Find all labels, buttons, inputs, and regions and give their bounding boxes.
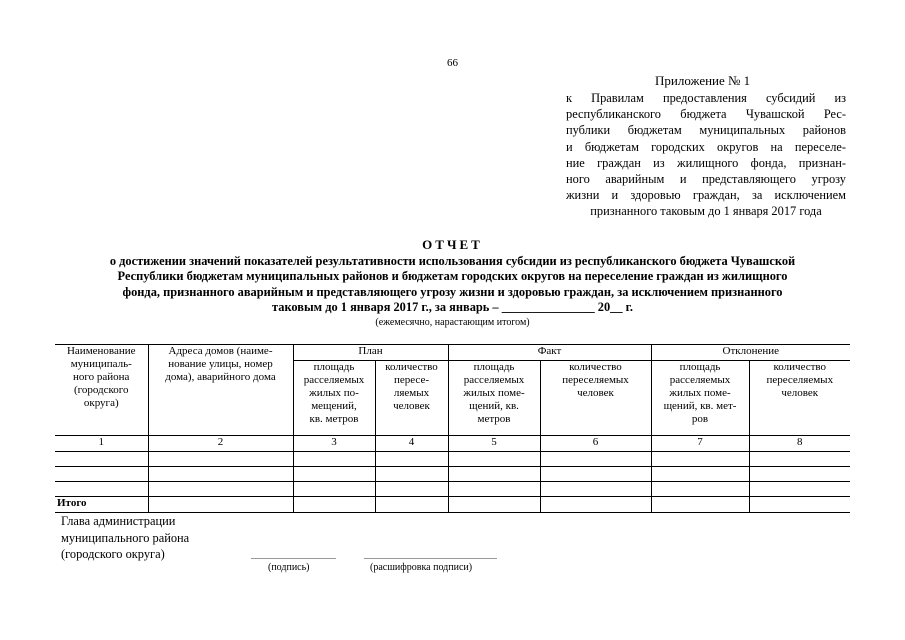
header-plan-area: площадь расселяемых жилых по- мещений, кв. метров <box>293 361 375 436</box>
appendix-text <box>566 90 846 220</box>
header-plan-count: количество пересе- ляемых человек <box>375 361 448 436</box>
table-cell <box>448 452 540 467</box>
appendix-title: Приложение № 1 <box>655 73 751 88</box>
report-subtitle-line: таковым до 1 января 2017 г., за январь – _______________ 20__ г. <box>272 300 633 315</box>
table-cell <box>375 497 448 513</box>
table-cell <box>375 482 448 497</box>
report-title: ОТЧЕТ <box>422 237 483 252</box>
table-cell <box>749 497 850 513</box>
header-fact: Факт <box>448 345 651 361</box>
table-cell <box>540 497 651 513</box>
signature-line: Глава администрации <box>61 514 176 528</box>
header-fact-area: площадь расселяемых жилых поме- щений, кв. метров <box>448 361 540 436</box>
table-cell <box>375 452 448 467</box>
table-cell <box>148 497 293 513</box>
table-cell <box>448 497 540 513</box>
table-cell <box>293 497 375 513</box>
table-row <box>55 482 850 497</box>
table-cell <box>749 467 850 482</box>
column-number: 6 <box>540 436 651 452</box>
header-name: Наименование муниципаль- ного района (городского округа) <box>55 345 148 436</box>
table-cell <box>651 497 749 513</box>
table-cell <box>293 452 375 467</box>
signature-line: (городского округа) <box>61 547 165 561</box>
header-address: Адреса домов (наиме- нование улицы, номер дома), аварийного дома <box>148 345 293 436</box>
signature-underline <box>251 558 336 559</box>
table-cell <box>749 482 850 497</box>
table-cell <box>55 482 148 497</box>
appendix-line: ного аварийным и представляющего угрозу <box>566 172 846 187</box>
appendix-line: к Правилам предоставления субсидий из <box>566 91 846 105</box>
table-cell <box>749 452 850 467</box>
table-cell <box>540 452 651 467</box>
column-number: 2 <box>148 436 293 452</box>
page-number: 66 <box>447 57 458 69</box>
table-cell <box>540 482 651 497</box>
table-cell <box>148 482 293 497</box>
table-cell <box>540 467 651 482</box>
table-cell <box>375 467 448 482</box>
appendix-line: ние граждан из жилищного фонда, признан- <box>566 155 846 170</box>
table-cell <box>293 482 375 497</box>
report-table <box>55 344 850 513</box>
signature-label: (подпись) <box>268 562 310 573</box>
table-cell <box>651 482 749 497</box>
table-cell <box>448 482 540 497</box>
report-subtitle-line: о достижении значений показателей результативности использования субсидии из республиканского бюджета Чувашской <box>109 254 796 268</box>
appendix-line: признанного таковым до 1 января 2017 года <box>590 204 822 219</box>
table-cell <box>293 467 375 482</box>
report-subtitle-line: фонда, признанного аварийным и представляющего угрозу жизни и здоровью граждан, за исключением признанного <box>122 284 783 299</box>
column-number: 7 <box>651 436 749 452</box>
column-number: 1 <box>55 436 148 452</box>
report-subtitle <box>50 254 855 316</box>
table-cell <box>148 467 293 482</box>
table-cell <box>55 467 148 482</box>
decoding-label: (расшифровка подписи) <box>370 562 473 573</box>
total-label: Итого <box>55 497 148 513</box>
signature-line: муниципального района <box>61 530 190 545</box>
appendix-line: республиканского бюджета Чувашской Рес- <box>566 107 846 122</box>
table-cell <box>651 467 749 482</box>
report-subtitle-line: Республики бюджетам муниципальных районов и бюджетам городских округов на переселение граждан из жилищного <box>117 269 788 284</box>
table-cell <box>651 452 749 467</box>
appendix-line: публики бюджетам муниципальных районов <box>566 123 846 138</box>
table-cell <box>448 467 540 482</box>
header-fact-count: количество переселяемых человек <box>540 361 651 436</box>
signature-block <box>61 513 189 563</box>
header-deviation-area: площадь расселяемых жилых поме- щений, кв. мет- ров <box>651 361 749 436</box>
total-row <box>55 497 850 513</box>
header-deviation: Отклонение <box>651 345 850 361</box>
appendix-line: и бюджетам городских округов на переселе- <box>566 139 846 154</box>
table-cell <box>148 452 293 467</box>
column-number: 3 <box>293 436 375 452</box>
appendix-line: жизни и здоровью граждан, за исключением <box>566 188 846 203</box>
table-row <box>55 467 850 482</box>
column-number: 8 <box>749 436 850 452</box>
table-row <box>55 452 850 467</box>
header-plan: План <box>293 345 448 361</box>
table-cell <box>55 452 148 467</box>
column-number: 5 <box>448 436 540 452</box>
report-note: (ежемесячно, нарастающим итогом) <box>375 317 530 328</box>
column-number: 4 <box>375 436 448 452</box>
header-deviation-count: количество переселяемых человек <box>749 361 850 436</box>
decoding-underline <box>364 558 497 559</box>
